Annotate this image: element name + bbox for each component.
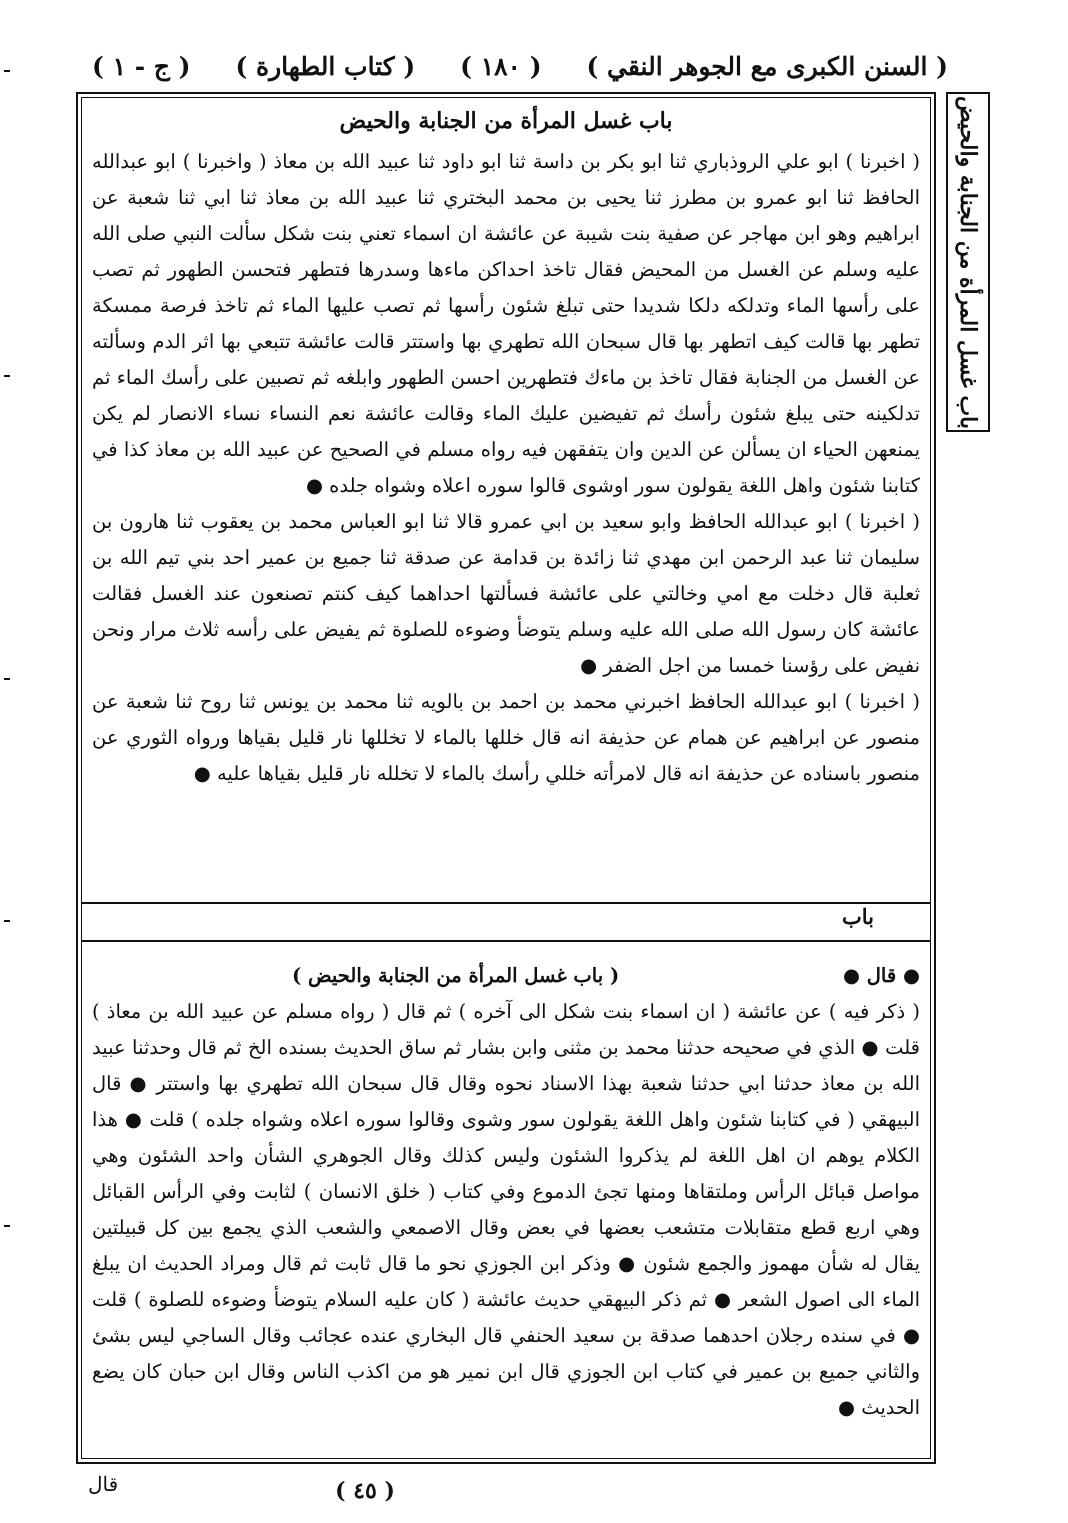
side-heading bbox=[946, 92, 990, 432]
chapter-title: ( كتاب الطهارة ) bbox=[235, 51, 416, 81]
page-number: ( ١٨٠ ) bbox=[460, 51, 542, 81]
paragraph: ( اخبرنا ) ابو عبدالله الحافظ اخبرني محمد بن احمد بن بالويه ثنا محمد بن يونس ثنا روح ثنا شعبة عن منصور عن ابراهيم عن همام عن حذيفة انه قال خللها بالماء لا تخللها نار قليل بقياها ورواه الثوري عن منصور باسناده عن حذيفة انه قال لامرأته خللي رأسك بالماء لا تخلله نار قليل بقياها عليه ● bbox=[92, 690, 920, 785]
section1-title: باب غسل المرأة من الجنابة والحيض bbox=[339, 108, 673, 134]
section-divider bbox=[82, 940, 930, 942]
volume-number: ( ج - ١ ) bbox=[92, 51, 191, 81]
section2-heading-row bbox=[92, 958, 920, 994]
side-heading-text: باب غسل المرأة من الجنابة والحيض bbox=[955, 95, 981, 429]
edge-mark bbox=[4, 375, 10, 377]
section1-body bbox=[92, 144, 920, 792]
section2-intro: ● قال ● bbox=[842, 964, 920, 987]
section2-body bbox=[92, 994, 920, 1426]
book-title: ( السنن الكبرى مع الجوهر النقي ) bbox=[586, 51, 948, 81]
paragraph: ( ذكر فيه ) عن عائشة ( ان اسماء بنت شكل الى آخره ) ثم قال ( رواه مسلم عن عبيد الله بن معاذ ) قلت ● الذي في صحيحه حدثنا محمد بن مثنى وابن بشار ثم ساق الحديث بسنده الخ ثم قال وحدثنا عبيد الله بن معاذ حدثنا ابي حدثنا شعبة بهذا الاسناد نحوه وقال قال سبحان الله تطهري بها واستتر ● قال البيهقي ( في كتابنا شئون واهل اللغة يقولون سور وشوى وقالوا سوره اعلاه وشواه جلده ) قلت ● هذا الكلام يوهم ان اهل اللغة لم يذكروا الشئون وليس كذلك وقال الجوهري الشأن واحد الشئون وهي مواصل قبائل الرأس وملتقاها ومنها تجئ الدموع وفي كتاب ( خلق الانسان ) لثابت وفي الرأس القبائل وهي اربع قطع متقابلات متشعب بعضها في بعض وقال الاصمعي والشعب الذي يجمع بين كل قبيلتين يقال له شأن مهموز والجمع شئون ● وذكر ابن الجوزي نحو ما قال ثابت ثم قال ومراد الحديث ان يبلغ الماء الى اصول الشعر ● ثم ذكر البيهقي حديث عائشة ( كان عليه السلام يتوضأ وضوءه للصلوة ) قلت ● في سنده رجلان احدهما صدقة بن سعيد الحنفي قال البخاري عنده عجائب وقال الساجي ليس بشئ والثاني جميع بن عمير في كتاب ابن الجوزي قال ابن نمير هو من اكذب الناس وقال ابن حبان كان يضع الحديث ● bbox=[92, 1000, 920, 1419]
edge-mark bbox=[4, 70, 10, 72]
paragraph: ( اخبرنا ) ابو عبدالله الحافظ وابو سعيد بن ابي عمرو قالا ثنا ابو العباس محمد بن يعقوب ثنا هارون بن سليمان ثنا عبد الرحمن ابن مهدي ثنا زائدة بن قدامة عن صدقة ثنا جميع بن عمير احد بني تيم الله بن ثعلبة قال دخلت مع امي وخالتي على عائشة فسألتها احداهما كيف كنتم تصنعون عند الغسل فقالت عائشة كان رسول الله صلى الله عليه وسلم يتوضأ وضوءه للصلوة ثم يفيض على رأسه ثلاث مرار ونحن نفيض على رؤسنا خمسا من اجل الضفر ● bbox=[92, 510, 920, 677]
page-header bbox=[92, 44, 948, 88]
paragraph: ( اخبرنا ) ابو علي الروذباري ثنا ابو بكر بن داسة ثنا ابو داود ثنا عبيد الله بن معاذ ( واخبرنا ) ابو عبدالله الحافظ ثنا ابو عمرو بن مطرز ثنا يحيى بن محمد البختري ثنا عبيد الله بن معاذ ثنا ابي ثنا شعبة عن ابراهيم وهو ابن مهاجر عن صفية بنت شيبة عن عائشة ان اسماء تعني بنت شكل سألت النبي صلى الله عليه وسلم عن الغسل من المحيض فقال تاخذ احداكن ماءها وسدرها فتطهر فتحسن الطهور ثم تصب على رأسها الماء وتدلكه دلكا شديدا حتى تبلغ شئون رأسها ثم تصب عليها الماء ثم تاخذ فرصة ممسكة تطهر بها قالت كيف اتطهر بها قال سبحان الله تطهري بها واستتر قالت عائشة تتبعي بها اثر الدم وسألته عن الغسل من الجنابة فقال تاخذ بن ماءك فتطهرين احسن الطهور وابلغه ثم تصبين على رأسك الماء ثم تدلكينه حتى يبلغ شئون رأسك ثم تفيضين عليك الماء وقالت عائشة نعم النساء نساء الانصار لم يكن يمنعهن الحياء ان يسألن عن الدين وان يتفقهن فيه رواه مسلم في الصحيح عن عبيد الله بن معاذ كذا في كتابنا شئون واهل اللغة يقولون سور اوشوى قالوا سوره اعلاه وشواه جلده ● bbox=[92, 150, 920, 497]
section-divider bbox=[82, 902, 930, 904]
edge-mark bbox=[4, 920, 10, 922]
section2-title: ( باب غسل المرأة من الجنابة والحيض ) bbox=[292, 964, 620, 987]
main-frame bbox=[76, 92, 936, 1464]
bab-label: باب bbox=[841, 904, 874, 929]
footer-catchword: قال bbox=[88, 1472, 119, 1496]
edge-mark bbox=[4, 678, 10, 680]
footer-page-number: ( ٤٥ ) bbox=[335, 1478, 395, 1504]
edge-mark bbox=[4, 1225, 10, 1227]
